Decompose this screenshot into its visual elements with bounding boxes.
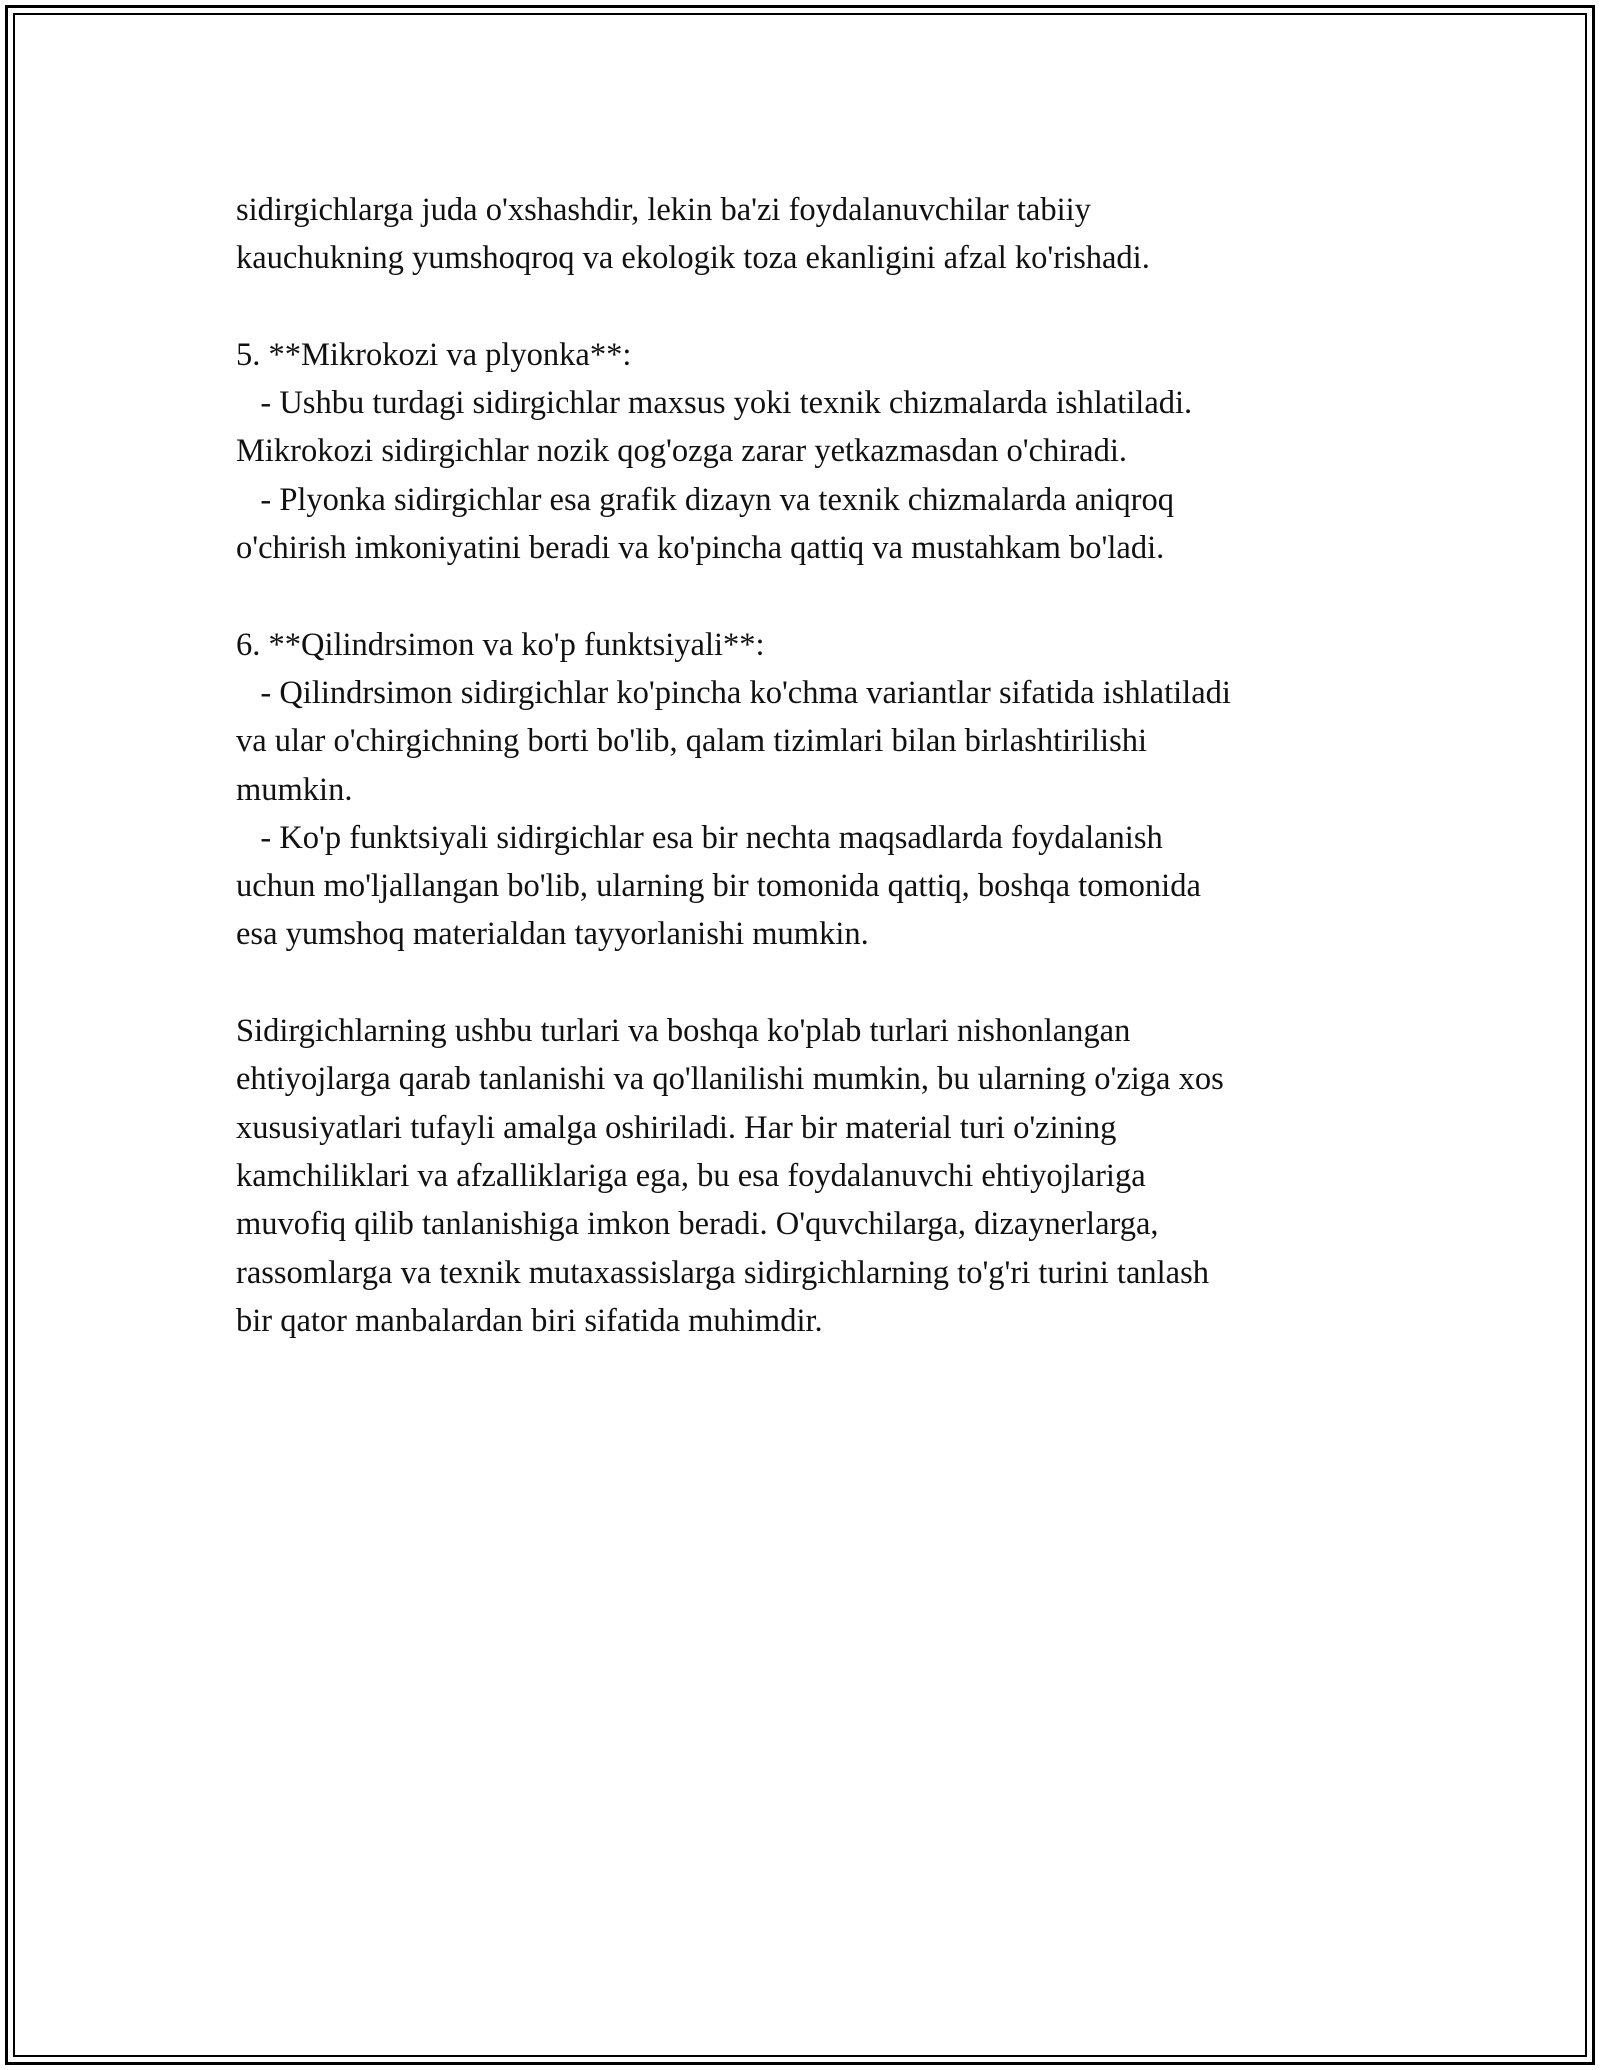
text-line: mumkin. xyxy=(236,771,353,808)
text-line: xususiyatlari tufayli amalga oshiriladi. Har bir material turi o'zining xyxy=(236,1109,1117,1146)
text-line: - Plyonka sidirgichlar esa grafik dizayn va texnik chizmalarda aniqroq xyxy=(236,481,1174,518)
text-line: kauchukning yumshoqroq va ekologik toza ekanligini afzal ko'rishadi. xyxy=(236,240,1150,277)
text-line: bir qator manbalardan biri sifatida muhimdir. xyxy=(236,1302,823,1339)
text-line: va ular o'chirgichning borti bo'lib, qalam tizimlari bilan birlashtirilishi xyxy=(236,723,1147,760)
text-line: - Qilindrsimon sidirgichlar ko'pincha ko'chma variantlar sifatida ishlatiladi xyxy=(236,674,1231,711)
paragraph-conclusion xyxy=(236,1007,1386,1345)
list-item-heading: 5. **Mikrokozi va plyonka**: xyxy=(236,336,632,373)
text-line: - Ushbu turdagi sidirgichlar maxsus yoki texnik chizmalarda ishlatiladi. xyxy=(236,385,1193,422)
text-line: sidirgichlarga juda o'xshashdir, lekin ba'zi foydalanuvchilar tabiiy xyxy=(236,192,1091,228)
document-body xyxy=(236,186,1386,1345)
text-line: Sidirgichlarning ushbu turlari va boshqa ko'plab turlari nishonlangan xyxy=(236,1013,1131,1050)
text-line: esa yumshoq materialdan tayyorlanishi mumkin. xyxy=(236,916,869,953)
text-line: - Ko'p funktsiyali sidirgichlar esa bir nechta maqsadlarda foydalanish xyxy=(236,819,1163,856)
paragraph-gap xyxy=(236,283,1386,331)
text-line: ehtiyojlarga qarab tanlanishi va qo'llanilishi mumkin, bu ularning o'ziga xos xyxy=(236,1061,1224,1098)
text-line: rassomlarga va texnik mutaxassislarga sidirgichlarning to'g'ri turini tanlash xyxy=(236,1254,1209,1291)
paragraph-gap xyxy=(236,959,1386,1007)
text-line: kamchiliklari va afzalliklariga ega, bu esa foydalanuvchi ehtiyojlariga xyxy=(236,1157,1146,1194)
list-item-5 xyxy=(236,331,1386,572)
paragraph-continuation xyxy=(236,186,1386,283)
list-item-heading: 6. **Qilindrsimon va ko'p funktsiyali**: xyxy=(236,626,765,663)
text-line: Mikrokozi sidirgichlar nozik qog'ozga zarar yetkazmasdan o'chiradi. xyxy=(236,433,1128,470)
text-line: muvofiq qilib tanlanishiga imkon beradi. O'quvchilarga, dizaynerlarga, xyxy=(236,1206,1159,1243)
list-item-6 xyxy=(236,621,1386,959)
paragraph-gap xyxy=(236,572,1386,620)
text-line: uchun mo'ljallangan bo'lib, ularning bir tomonida qattiq, boshqa tomonida xyxy=(236,868,1201,905)
text-line: o'chirish imkoniyatini beradi va ko'pincha qattiq va mustahkam bo'ladi. xyxy=(236,530,1165,567)
